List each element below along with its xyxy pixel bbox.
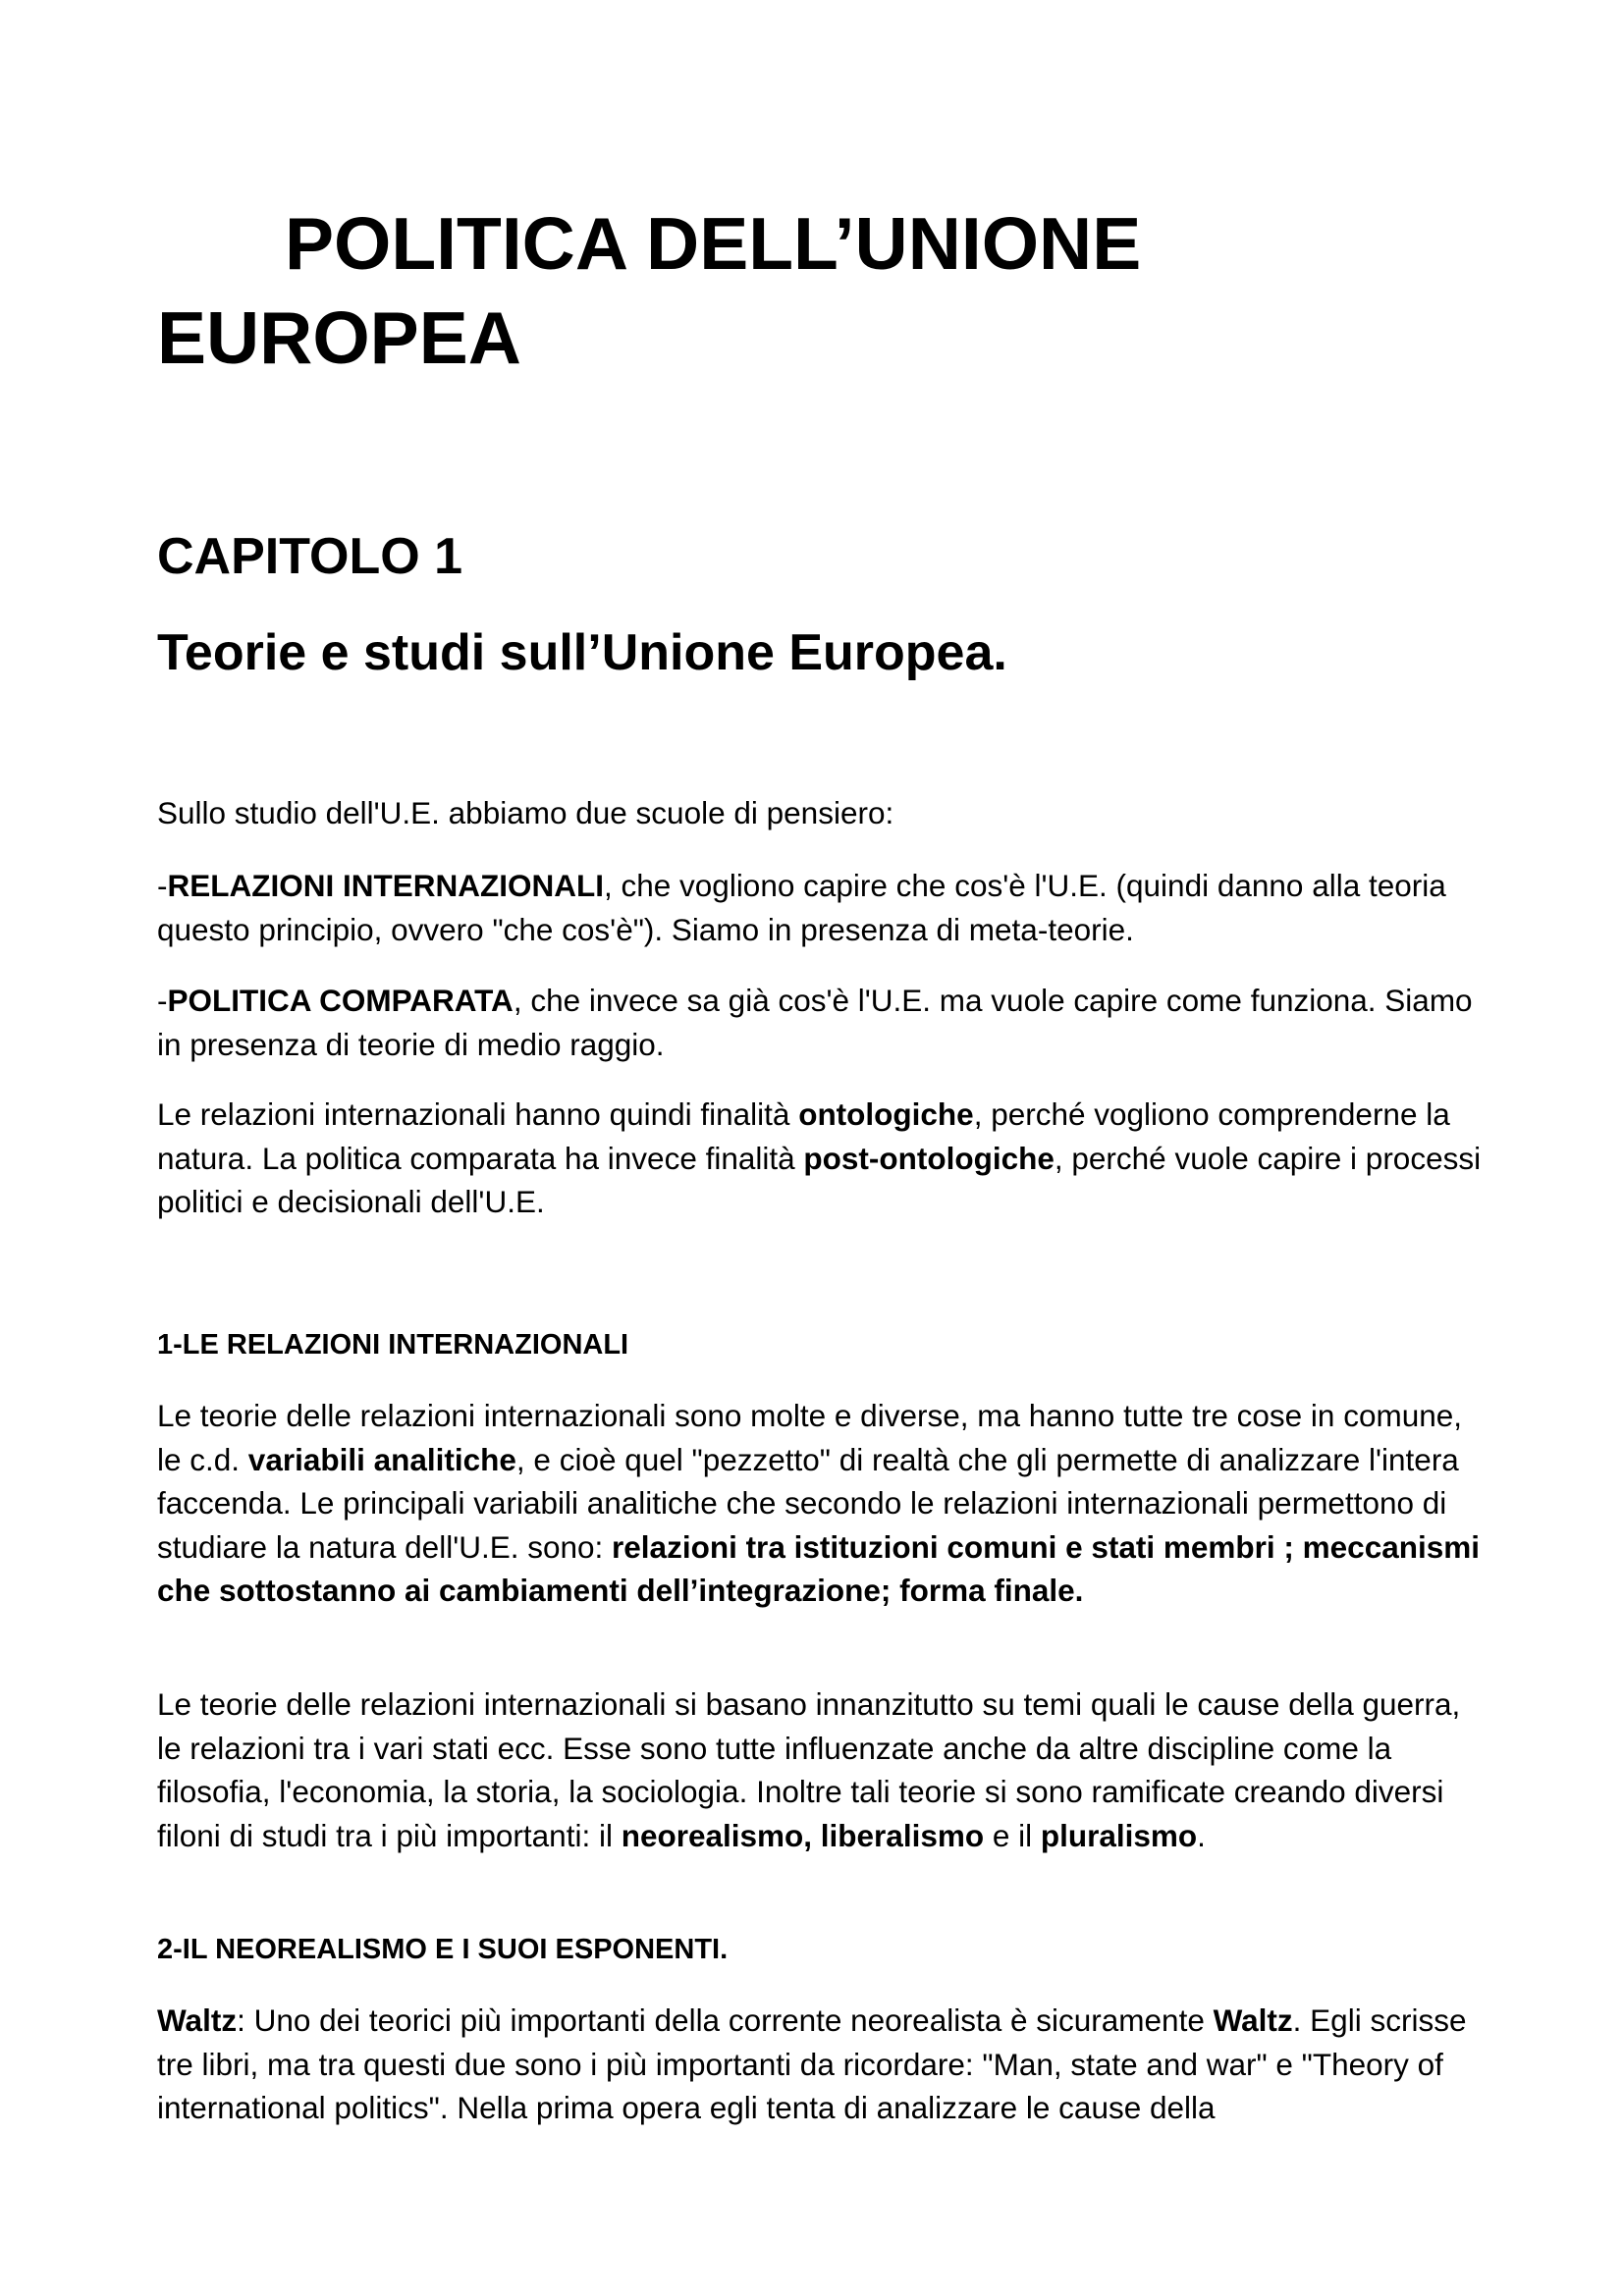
bold-politica-comparata: POLITICA COMPARATA [167, 983, 514, 1018]
bold-waltz-1: Waltz [157, 2002, 238, 2038]
bold-post-ontologiche: post-ontologiche [803, 1140, 1055, 1176]
bold-relazioni-internazionali: RELAZIONI INTERNAZIONALI [167, 868, 604, 903]
paragraph-finalita: Le relazioni internazionali hanno quindi finalità ontologiche, perché vogliono comprenderne la natura. La politica comparata ha invece finalità post-ontologiche, perché vuole capire i processi politici e decisionali dell'U.E. [157, 1096, 1482, 1219]
section-heading-1: 1-LE RELAZIONI INTERNAZIONALI [157, 1329, 629, 1361]
bold-variabili-list: relazioni tra istituzioni comuni e stati membri ; meccanismi che sottostanno ai cambiamenti dell’integrazione; forma finale. [157, 1528, 1480, 1608]
bold-neorealismo-liberalismo: neorealismo, liberalismo [621, 1817, 985, 1853]
title-line-2: EUROPEA [157, 296, 521, 379]
paragraph-intro: Sullo studio dell'U.E. abbiamo due scuole di pensiero: [157, 795, 894, 830]
paragraph-variabili: Le teorie delle relazioni internazionali sono molte e diverse, ma hanno tutte tre cose in comune, le c.d. variabili analitiche, e cioè quel "pezzetto" di realtà che gli permette di analizzare l'intera faccenda. Le principali variabili analitiche che secondo le relazioni internazionali permettono di studiare la natura dell'U.E. sono: relazioni tra istituzioni comuni e stati membri ; meccanismi che sottostanno ai cambiamenti dell’integrazione; forma finale. [157, 1398, 1480, 1608]
chapter-subtitle: Teorie e studi sull’Unione Europea. [157, 624, 1007, 681]
bold-waltz-2: Waltz [1213, 2002, 1293, 2038]
bold-ontologiche: ontologiche [798, 1096, 974, 1132]
paragraph-relazioni: -RELAZIONI INTERNAZIONALI, che vogliono capire che cos'è l'U.E. (quindi danno alla teoria questo principio, ovvero "che cos'è"). Siamo in presenza di meta-teorie. [157, 868, 1446, 947]
paragraph-politica-comparata: -POLITICA COMPARATA, che invece sa già cos'è l'U.E. ma vuole capire come funziona. Siamo in presenza di teorie di medio raggio. [157, 983, 1473, 1062]
title-line-1: POLITICA DELL’UNIONE [285, 202, 1142, 285]
document-title [157, 196, 1434, 385]
bold-pluralismo: pluralismo [1040, 1817, 1198, 1853]
chapter-heading: CAPITOLO 1 [157, 528, 463, 585]
bold-variabili-analitiche: variabili analitiche [247, 1441, 516, 1477]
section-heading-2: 2-IL NEOREALISMO E I SUOI ESPONENTI. [157, 1934, 729, 1965]
paragraph-teorie: Le teorie delle relazioni internazionali si basano innanzitutto su temi quali le cause della guerra, le relazioni tra i vari stati ecc. Esse sono tutte influenzate anche da altre discipline come la filosofia, l'economia, la storia, la sociologia. Inoltre tali teorie si sono ramificate creando diversi filoni di studi tra i più importanti: il neorealismo, liberalismo e il pluralismo. [157, 1686, 1461, 1853]
paragraph-waltz: Waltz: Uno dei teorici più importanti della corrente neorealista è sicuramente Waltz. Egli scrisse tre libri, ma tra questi due sono i più importanti da ricordare: "Man, state and war" e "Theory of international politics". Nella prima opera egli tenta di analizzare le cause della [157, 2002, 1467, 2125]
